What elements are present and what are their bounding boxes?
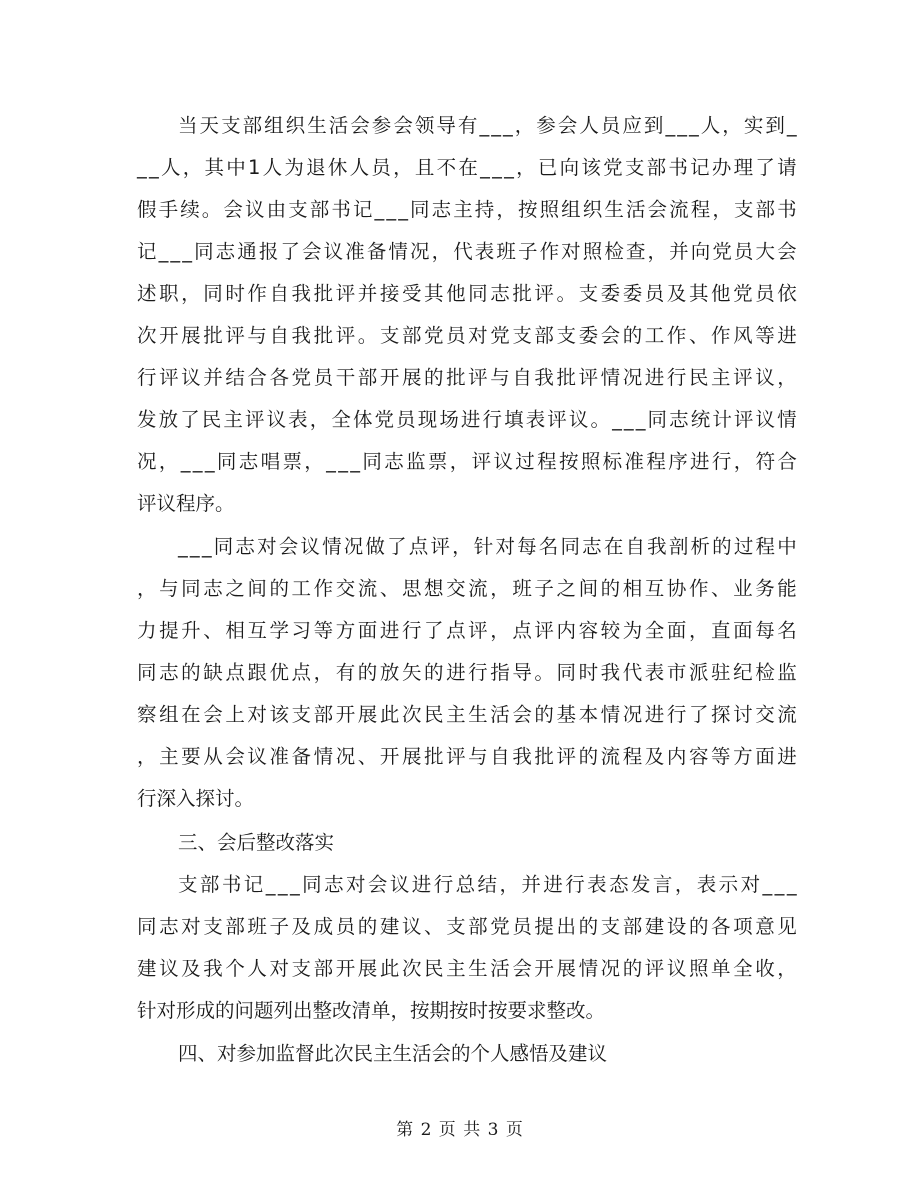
text-line: 发 放 了 民 主 评 议 表 ， 全 体 党 员 现 场 进 行 填 表 评 议 。 _ _ _ 同 志 统 计 评 议 情: [137, 408, 797, 431]
text-line: 评议程序。: [137, 492, 235, 515]
text-line: 假 手 续 。 会 议 由 支 部 书 记 _ _ _ 同 志 主 持 ， 按 照 组 织 生 活 会 流 程 ， 支 部 书: [137, 198, 797, 221]
text-line: 行深入探讨。: [137, 787, 255, 810]
text-line: 察 组 在 会 上 对 该 支 部 开 展 此 次 民 主 生 活 会 的 基 本 情 况 进 行 了 探 讨 交 流: [137, 703, 797, 726]
text-line: 行 评 议 并 结 合 各 党 员 干 部 开 展 的 批 评 与 自 我 批 评 情 况 进 行 民 主 评 议 ，: [137, 366, 797, 389]
text-line: 四、对参加监督此次民主生活会的个人感悟及建议: [178, 1042, 608, 1065]
text-line: ， 与 同 志 之 间 的 工 作 交 流 、 思 想 交 流 ， 班 子 之 间 的 相 互 协 作 、 业 务 能: [137, 577, 797, 600]
text-line: 支 部 书 记 _ _ _ 同 志 对 会 议 进 行 总 结 ， 并 进 行 表 态 发 言 ， 表 示 对 _ _ _: [178, 873, 797, 896]
text-line: 同 志 对 支 部 班 子 及 成 员 的 建 议 、 支 部 党 员 提 出 的 支 部 建 设 的 各 项 意 见: [137, 915, 797, 938]
text-line: _ _ _ 同 志 对 会 议 情 况 做 了 点 评 ， 针 对 每 名 同 志 在 自 我 剖 析 的 过 程 中: [178, 535, 797, 558]
text-line: 述 职 ， 同 时 作 自 我 批 评 并 接 受 其 他 同 志 批 评 。 支 委 委 员 及 其 他 党 员 依: [137, 282, 797, 305]
text-line: 力 提 升 、 相 互 学 习 等 方 面 进 行 了 点 评 ， 点 评 内 容 较 为 全 面 ， 直 面 每 名: [137, 619, 797, 642]
text-line: 三、会后整改落实: [178, 831, 335, 854]
text-line: 同 志 的 缺 点 跟 优 点 ， 有 的 放 矢 的 进 行 指 导 。 同 时 我 代 表 市 派 驻 纪 检 监: [137, 661, 797, 684]
text-line: 次 开 展 批 评 与 自 我 批 评 。 支 部 党 员 对 党 支 部 支 委 会 的 工 作 、 作 风 等 进: [137, 324, 797, 347]
text-line: _ _ 人 ， 其 中 1 人 为 退 休 人 员 ， 且 不 在 _ _ _ ， 已 向 该 党 支 部 书 记 办 理 了 请: [137, 156, 797, 179]
page-footer: 第 2 页 共 3 页: [396, 1120, 524, 1140]
text-line: 针对形成的问题列出整改清单，按期按时按要求整改。: [137, 999, 606, 1022]
text-line: 当 天 支 部 组 织 生 活 会 参 会 领 导 有 _ _ _ ， 参 会 人 员 应 到 _ _ _ 人 ， 实 到 _: [178, 114, 797, 137]
text-line: 况 ， _ _ _ 同 志 唱 票 ， _ _ _ 同 志 监 票 ， 评 议 过 程 按 照 标 准 程 序 进 行 ， 符 合: [137, 450, 797, 473]
text-line: ， 主 要 从 会 议 准 备 情 况 、 开 展 批 评 与 自 我 批 评 的 流 程 及 内 容 等 方 面 进: [137, 745, 797, 768]
text-line: 建 议 及 我 个 人 对 支 部 开 展 此 次 民 主 生 活 会 开 展 情 况 的 评 议 照 单 全 收 ，: [137, 957, 797, 980]
text-line: 记 _ _ _ 同 志 通 报 了 会 议 准 备 情 况 ， 代 表 班 子 作 对 照 检 查 ， 并 向 党 员 大 会: [137, 240, 797, 263]
